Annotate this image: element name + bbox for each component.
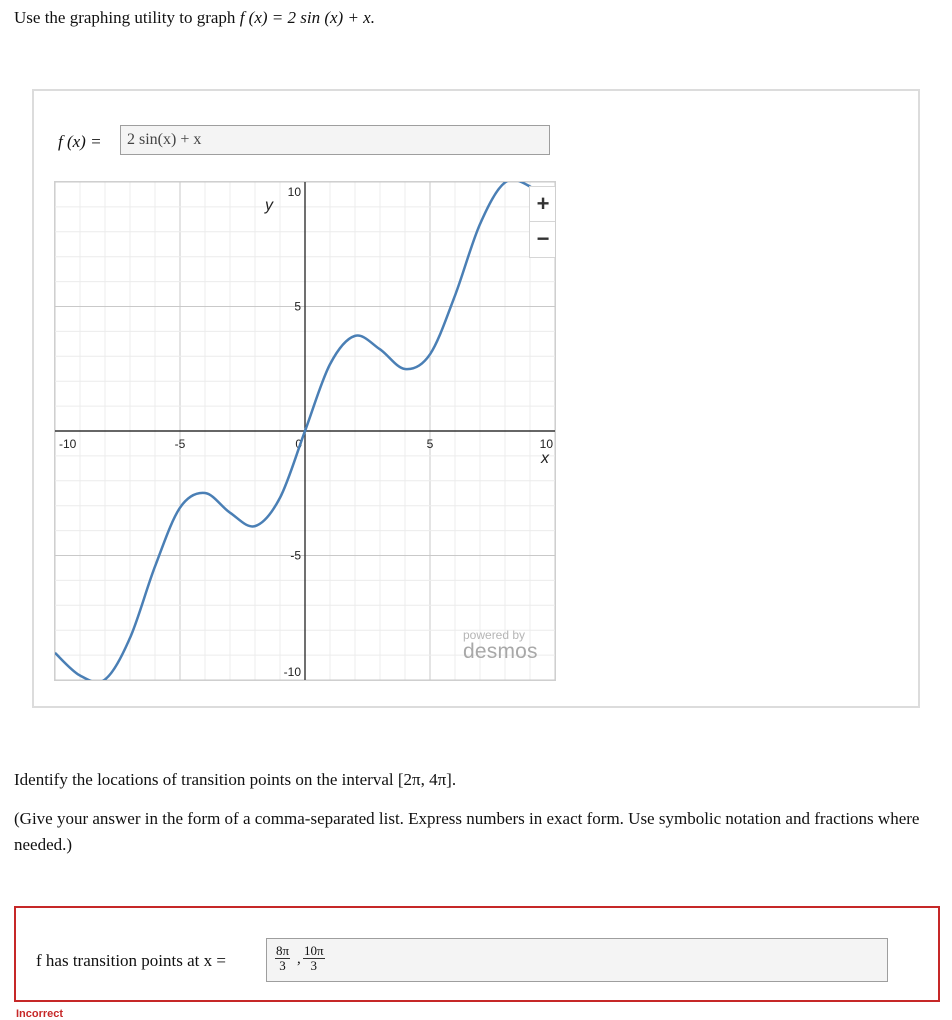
zoom-controls <box>529 186 551 260</box>
fraction-1-numerator: 8π <box>276 943 290 958</box>
desmos-graph[interactable] <box>55 182 555 680</box>
fraction-2-numerator: 10π <box>304 943 324 958</box>
y-tick-label: 10 <box>287 185 301 199</box>
x-axis-label: x <box>541 450 549 467</box>
problem-prompt <box>14 8 375 28</box>
x-tick-label: -5 <box>174 437 186 451</box>
answer-fraction-2 <box>303 944 325 973</box>
answer-box <box>14 906 940 1002</box>
answer-label: f has transition points at x = <box>36 951 226 970</box>
graph-canvas[interactable] <box>54 181 556 681</box>
graphing-utility <box>32 89 920 708</box>
x-tick-label: -10 <box>59 437 77 451</box>
y-axis-label: y <box>265 197 273 214</box>
y-tick-label: -10 <box>283 665 301 679</box>
prompt-function: f (x) = 2 sin (x) + x. <box>239 8 375 27</box>
x-tick-label: 5 <box>426 437 434 451</box>
answer-separator: , <box>297 951 301 967</box>
prompt-prefix: Use the graphing utility to graph <box>14 8 240 27</box>
powered-by-label: powered by <box>463 628 526 642</box>
function-label: f (x) = <box>58 132 102 151</box>
zoom-out-button[interactable]: − <box>529 222 556 258</box>
x-tick-label: 10 <box>539 437 553 451</box>
y-tick-label: 5 <box>294 299 301 314</box>
x-tick-label: 0 <box>295 437 302 451</box>
question-text: Identify the locations of transition points on the interval [2π, 4π]. <box>14 770 457 789</box>
fraction-1-denominator: 3 <box>279 958 286 973</box>
y-tick-label: -5 <box>290 548 301 563</box>
answer-fraction-1 <box>275 944 290 973</box>
zoom-in-button[interactable]: + <box>529 186 556 222</box>
function-input[interactable]: 2 sin(x) + x <box>120 125 550 155</box>
answer-instructions: (Give your answer in the form of a comma-separated list. Express numbers in exact form. Use symbolic notation and fractions where needed.) <box>14 809 920 854</box>
answer-status: Incorrect <box>16 1008 64 1020</box>
desmos-logo: desmos <box>463 640 538 663</box>
fraction-2-denominator: 3 <box>310 958 318 973</box>
answer-input[interactable] <box>266 938 888 982</box>
